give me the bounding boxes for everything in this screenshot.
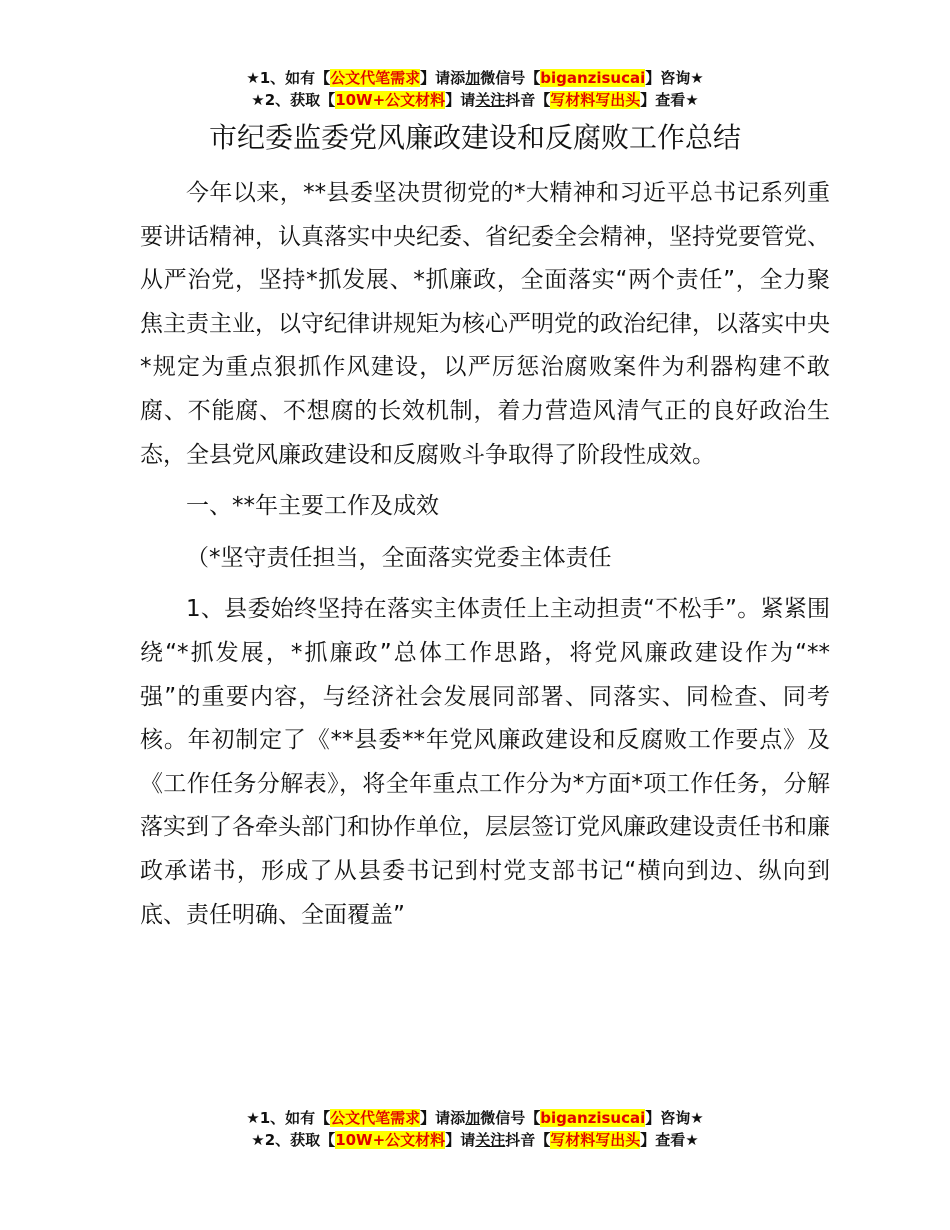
banner-underlined-text: 关注	[475, 91, 506, 109]
banner-underlined-text: 加	[465, 69, 481, 87]
banner-line-1	[0, 67, 950, 89]
banner-highlight: 写材料写出头	[550, 1131, 641, 1149]
banner-text: ★2、获取【	[251, 91, 336, 109]
banner-text: 微信号【	[480, 1109, 541, 1127]
banner-highlight: 公文代笔需求	[330, 69, 421, 87]
banner-text: 抖音【	[505, 91, 551, 109]
section-heading: 一、**年主要工作及成效	[186, 493, 439, 520]
banner-text: 】查看★	[640, 1131, 699, 1149]
subsection-heading: （*坚守责任担当，全面落实党委主体责任	[186, 544, 612, 571]
banner-underlined-text: 加	[465, 1109, 481, 1127]
banner-highlight: biganzisucai	[540, 69, 646, 87]
banner-highlight: 写材料写出头	[550, 91, 641, 109]
paragraph-intro: 今年以来，**县委坚决贯彻党的*大精神和习近平总书记系列重要讲话精神，认真落实中央纪委、省纪委全会精神，坚持党要管党、从严治党，坚持*抓发展、*抓廉政，全面落实“两个责任”，全力聚焦主责主业，以守纪律讲规矩为核心严明党的政治纪律，以落实中央*规定为重点狠抓作风建设，以严厉惩治腐败案件为利器构建不敢腐、不能腐、不想腐的长效机制，着力营造风清气正的良好政治生态，全县党风廉政建设和反腐败斗争取得了阶段性成效。	[140, 180, 830, 468]
banner-line-2	[0, 1129, 950, 1151]
banner-text: ★2、获取【	[251, 1131, 336, 1149]
banner-underlined-text: 关注	[475, 1131, 506, 1149]
banner-text: 】请添	[420, 69, 466, 87]
banner-text: 抖音【	[505, 1131, 551, 1149]
banner-highlight: 10W+公文材料	[335, 91, 446, 109]
banner-text: 】咨询★	[645, 69, 704, 87]
banner-line-1	[0, 1107, 950, 1129]
banner-text: 】请添	[420, 1109, 466, 1127]
paragraph-item-1: 1、县委始终坚持在落实主体责任上主动担责“不松手”。紧紧围绕“*抓发展，*抓廉政”总体工作思路，将党风廉政建设作为“**强”的重要内容，与经济社会发展同部署、同落实、同检查、同考核。年初制定了《**县委**年党风廉政建设和反腐败工作要点》及《工作任务分解表》，将全年重点工作分为*方面*项工作任务，分解落实到了各牵头部门和协作单位，层层签订党风廉政建设责任书和廉政承诺书，形成了从县委书记到村党支部书记“横向到边、纵向到底、责任明确、全面覆盖”	[140, 596, 830, 928]
banner-text: 】请	[445, 1131, 476, 1149]
banner-text: ★1、如有【	[246, 69, 331, 87]
banner-text: 】咨询★	[645, 1109, 704, 1127]
banner-text: 】查看★	[640, 91, 699, 109]
banner-highlight: 10W+公文材料	[335, 1131, 446, 1149]
document-body	[140, 172, 830, 937]
document-title: 市纪委监委党风廉政建设和反腐败工作总结	[208, 121, 741, 154]
banner-highlight: 公文代笔需求	[330, 1109, 421, 1127]
banner-highlight: biganzisucai	[540, 1109, 646, 1127]
banner-text: 微信号【	[480, 69, 541, 87]
banner-text: ★1、如有【	[246, 1109, 331, 1127]
banner-text: 】请	[445, 91, 476, 109]
banner-line-2	[0, 89, 950, 111]
top-banner	[0, 67, 950, 111]
bottom-banner	[0, 1107, 950, 1151]
